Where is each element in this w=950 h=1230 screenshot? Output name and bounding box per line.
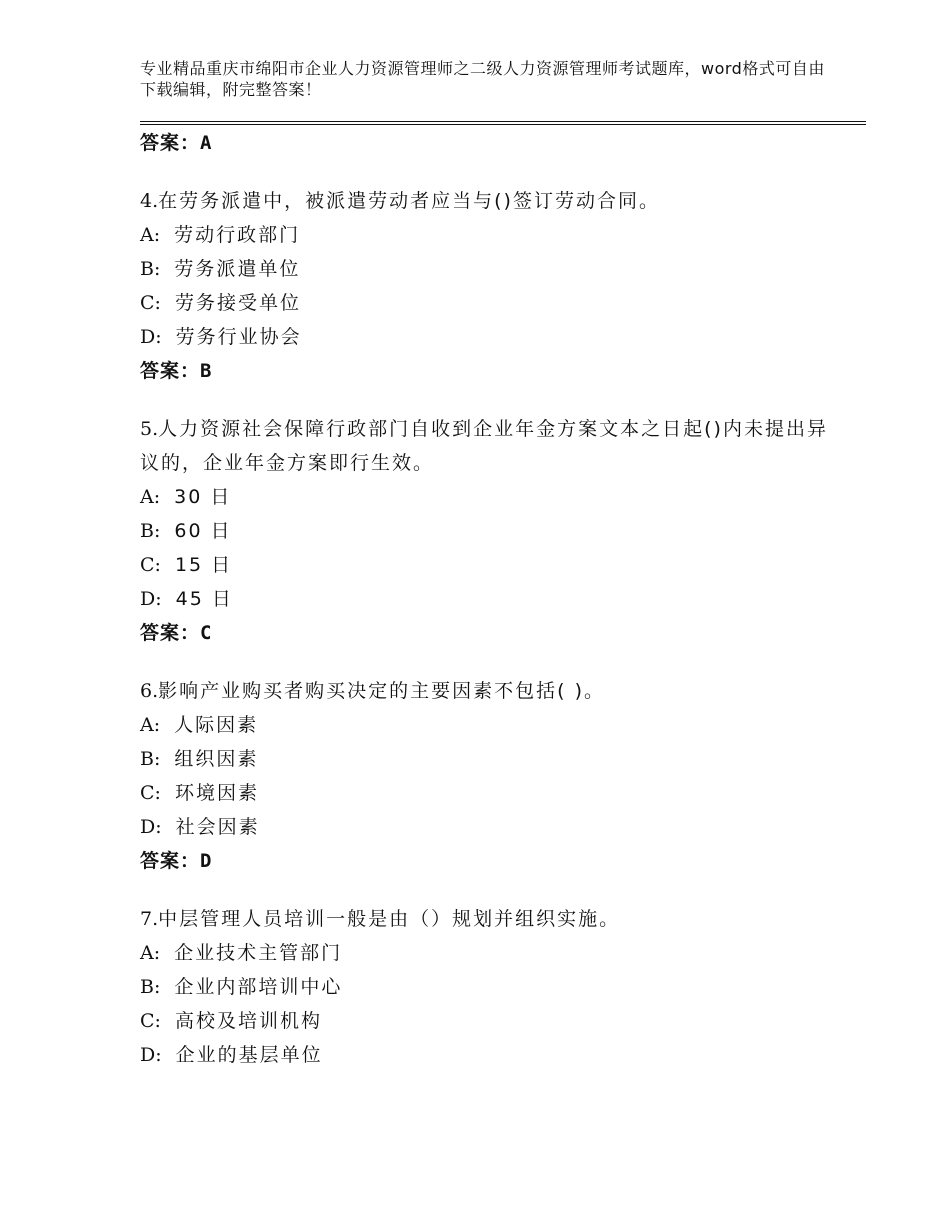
answer-line — [140, 616, 840, 650]
option-d: D: 企业的基层单位 — [140, 1044, 323, 1066]
question-number: 4. — [140, 190, 159, 212]
option-c: C: 15 日 — [140, 554, 233, 576]
header-divider — [140, 121, 866, 125]
option-b: B: 企业内部培训中心 — [140, 976, 343, 998]
question-stem — [140, 184, 840, 218]
option-d: D: 45 日 — [140, 588, 233, 610]
answer-line — [140, 126, 840, 160]
answer-label: 答案： — [140, 360, 201, 382]
option-a: A: 企业技术主管部门 — [140, 942, 343, 964]
option-d: D: 社会因素 — [140, 816, 260, 838]
option-b: B: 组织因素 — [140, 748, 259, 770]
option-a: A: 人际因素 — [140, 714, 259, 736]
question-number: 7. — [140, 908, 159, 930]
question-text: 在劳务派遣中，被派遣劳动者应当与()签订劳动合同。 — [158, 190, 660, 212]
answer-value: D — [200, 850, 213, 872]
question-number: 6. — [140, 680, 159, 702]
answer-label: 答案： — [140, 850, 201, 872]
option-b: B: 60 日 — [140, 520, 232, 542]
question-text: 人力资源社会保障行政部门自收到企业年金方案文本之日起()内未提出异议的，企业年金方案即行生效。 — [140, 418, 828, 474]
question-number: 5. — [140, 418, 159, 440]
question-text: 影响产业购买者购买决定的主要因素不包括( )。 — [158, 680, 606, 702]
option-c: C: 劳务接受单位 — [140, 292, 301, 314]
document-title: 专业精品重庆市绵阳市企业人力资源管理师之二级人力资源管理师考试题库，word格式可自由下载编辑，附完整答案！ — [140, 59, 825, 99]
question-stem — [140, 412, 840, 480]
answer-label: 答案： — [140, 132, 201, 154]
question-6 — [140, 674, 840, 878]
option-a: A: 劳动行政部门 — [140, 224, 301, 246]
question-list — [140, 126, 840, 1072]
page-header — [140, 58, 830, 100]
question-7 — [140, 902, 840, 1072]
option-b: B: 劳务派遣单位 — [140, 258, 301, 280]
option-d: D: 劳务行业协会 — [140, 326, 302, 348]
option-a: A: 30 日 — [140, 486, 232, 508]
question-4 — [140, 184, 840, 388]
answer-label: 答案： — [140, 622, 201, 644]
question-stem — [140, 902, 840, 936]
answer-line — [140, 354, 840, 388]
answer-value: C — [200, 622, 213, 644]
option-c: C: 高校及培训机构 — [140, 1010, 322, 1032]
answer-line — [140, 844, 840, 878]
answer-value: B — [200, 360, 213, 382]
option-c: C: 环境因素 — [140, 782, 259, 804]
question-5 — [140, 412, 840, 650]
answer-value: A — [200, 132, 213, 154]
question-stem — [140, 674, 840, 708]
question-text: 中层管理人员培训一般是由（）规划并组织实施。 — [158, 908, 621, 930]
